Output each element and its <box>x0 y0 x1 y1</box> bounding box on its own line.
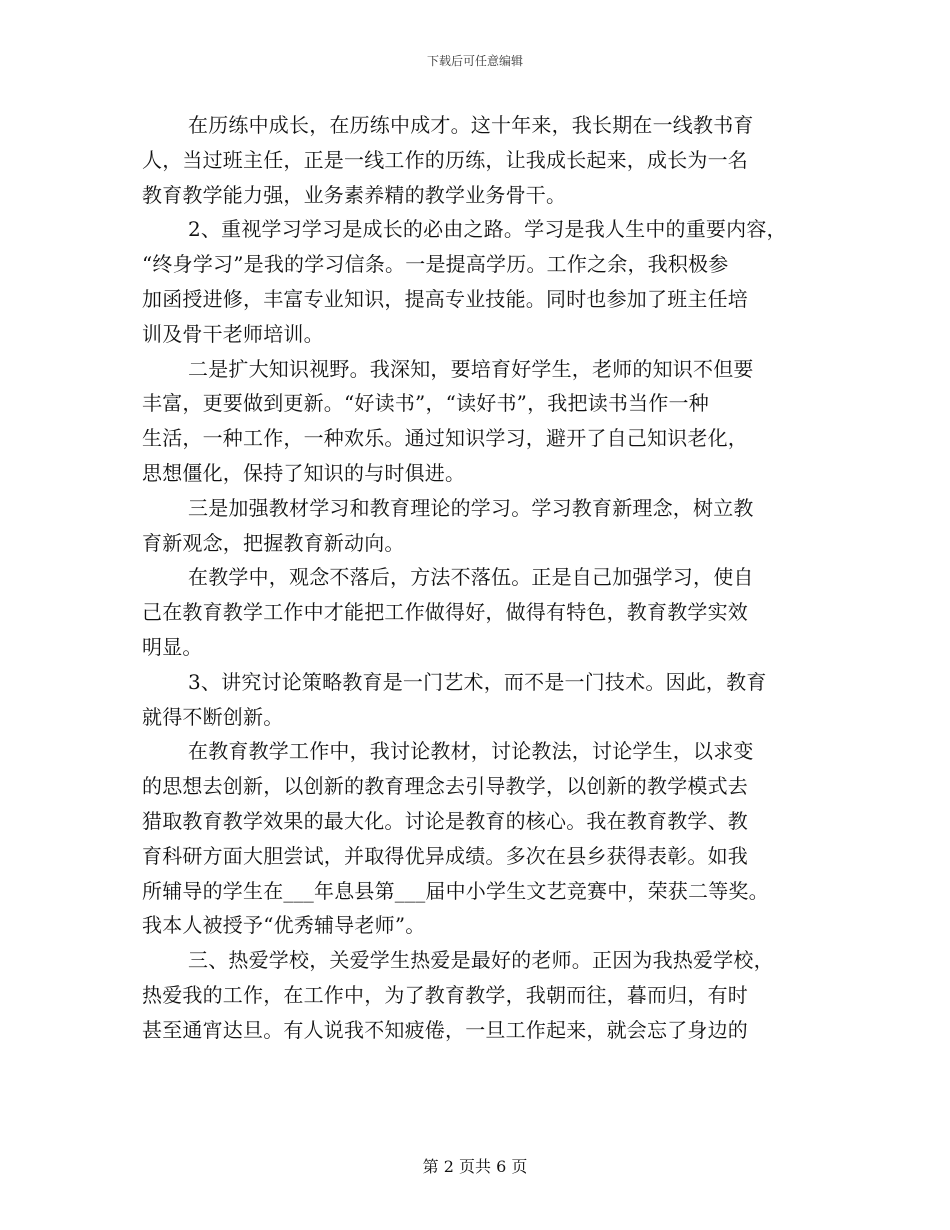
text-line: 教育教学能力强，业务素养精的教学业务骨干。 <box>142 182 567 207</box>
text-line: 在历练中成长，在历练中成才。这十年来，我长期在一线教书育 <box>188 113 754 137</box>
text-line: 二是扩大知识视野。我深知，要培育好学生，老师的知识不但要 <box>188 356 754 381</box>
text-line: “终身学习”是我的学习信条。一是提高学历。工作之余，我积极参 <box>142 252 729 277</box>
text-line: 甚至通宵达旦。有人说我不知疲倦，一旦工作起来，就会忘了身边的 <box>142 1017 748 1042</box>
text-line: 就得不断创新。 <box>142 704 284 729</box>
text-line: 育科研方面大胆尝试，并取得优异成绩。多次在县乡获得表彰。如我 <box>142 843 748 868</box>
text-line: 丰富，更要做到更新。“好读书”，“读好书”，我把读书当作一种 <box>142 391 709 416</box>
text-line: 思想僵化，保持了知识的与时俱进。 <box>142 460 466 485</box>
text-line: 育新观念，把握教育新动向。 <box>142 530 405 555</box>
text-line: 己在教育教学工作中才能把工作做得好，做得有特色，教育教学实效 <box>142 600 748 625</box>
document-body <box>142 108 802 1048</box>
text-line: 热爱我的工作，在工作中，为了教育教学，我朝而往，暮而归，有时 <box>142 982 748 1007</box>
text-line: 所辅导的学生在___年息县第___届中小学生文艺竞赛中，荣获二等奖。 <box>142 878 769 903</box>
text-line: 三是加强教材学习和教育理论的学习。学习教育新理念，树立教 <box>188 495 754 520</box>
text-line: 加函授进修，丰富专业知识，提高专业技能。同时也参加了班主任培 <box>142 286 748 311</box>
text-line: 3、讲究讨论策略教育是一门艺术，而不是一门技术。因此，教育 <box>188 669 767 694</box>
text-line: 在教育教学工作中，我讨论教材，讨论教法，讨论学生，以求变 <box>188 739 754 764</box>
text-line: 明显。 <box>142 634 203 659</box>
page-header: 下载后可任意编辑 <box>426 54 523 68</box>
text-line: 训及骨干老师培训。 <box>142 321 324 346</box>
text-line: 在教学中，观念不落后，方法不落伍。正是自己加强学习，使自 <box>188 565 754 590</box>
text-line: 我本人被授予“优秀辅导老师”。 <box>142 913 426 938</box>
text-line: 生活，一种工作，一种欢乐。通过知识学习，避开了自己知识老化， <box>142 426 748 451</box>
text-line: 三、热爱学校，关爱学生热爱是最好的老师。正因为我热爱学校， <box>188 948 774 973</box>
text-line: 猎取教育教学效果的最大化。讨论是教育的核心。我在教育教学、教 <box>142 808 748 833</box>
text-line: 人，当过班主任，正是一线工作的历练，让我成长起来，成长为一名 <box>142 147 748 172</box>
text-line: 的思想去创新，以创新的教育理念去引导教学，以创新的教学模式去 <box>142 774 748 799</box>
page-number: 第 2 页共 6 页 <box>422 1157 528 1176</box>
text-line: 2、重视学习学习是成长的必由之路。学习是我人生中的重要内容， <box>188 217 787 242</box>
